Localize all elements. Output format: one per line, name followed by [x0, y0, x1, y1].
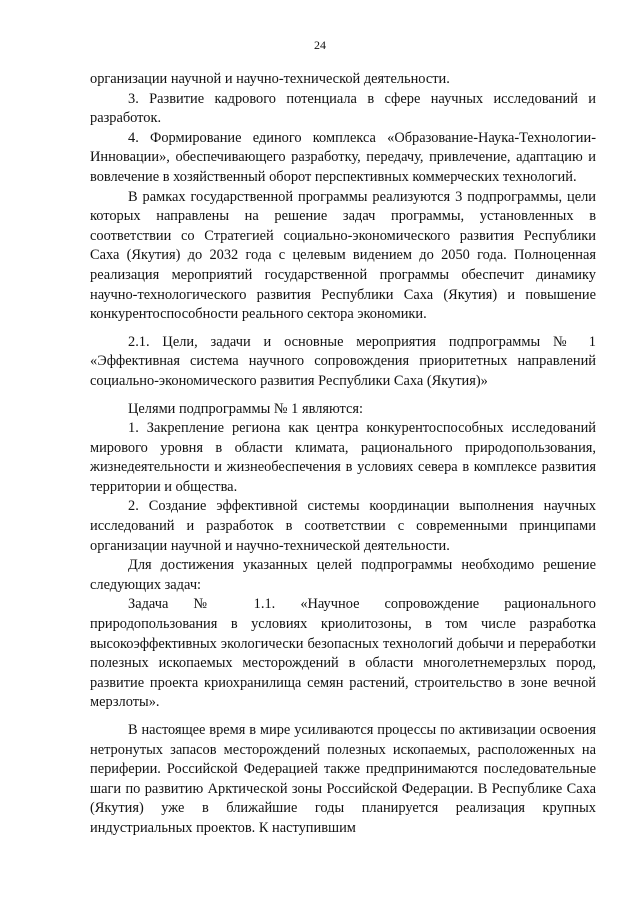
page-number: 24 — [314, 38, 326, 52]
section-heading-2-1: 2.1. Цели, задачи и основные мероприятия подпрограммы № 1 «Эффективная система научного сопровождения приоритетных направлений социально-экономического развития Республики Саха (Якутия)» — [90, 333, 596, 389]
paragraph-goal-4: 4. Формирование единого комплекса «Образование-Наука-Технологии-Инновации», обеспечивающего разработку, передачу, привлечение, адаптацию и вовлечение в хозяйственный оборот перспективных коммерческих технологий. — [90, 129, 596, 185]
paragraph-subgoal-1: 1. Закрепление региона как центра конкурентоспособных исследований мирового уровня в области климата, рационального природопользования, жизнедеятельности и жизнеобеспечения в условиях севера в комплексе развития территории и общества. — [90, 420, 596, 495]
paragraph-tasks-intro: Для достижения указанных целей подпрограммы необходимо решение следующих задач: — [90, 557, 596, 593]
paragraph-subprograms-overview: В рамках государственной программы реализуются 3 подпрограммы, цели которых направлены на решение задач программы, установленных в соответствии со Стратегией социально-экономического развития Республики Саха (Якутия) до 2032 года с целевым видением до 2050 года. Полноценная реализация мероприятий государственной программы обеспечит динамику научно-технологического развития Республики Саха (Якутия) и повышение конкурентоспособности реального сектора экономики. — [90, 188, 596, 323]
paragraph-goals-intro: Целями подпрограммы № 1 являются: — [128, 400, 364, 417]
paragraph-current-situation: В настоящее время в мире усиливаются процессы по активизации освоения нетронутых запасов месторождений полезных ископаемых, расположенных на периферии. Российской Федерацией также предпринимаются последовательные шаги по развитию Арктической зоны Российской Федерации. В Республике Саха (Якутия) уже в ближайшие годы планируется реализация крупных индустриальных проектов. К наступившим — [90, 722, 596, 836]
paragraph-task-1-1: Задача № 1.1. «Научное сопровождение рационального природопользования в условиях криолитозоны, в том числе разработка высокоэффективных экологически безопасных технологий добычи и переработки полезных ископаемых месторождений в области многолетнемерзлых пород, развитие проекта криохранилища семян растений, строительство в зоне вечной мерзлоты». — [90, 596, 596, 711]
document-body — [90, 70, 596, 839]
paragraph-goal-3: 3. Развитие кадрового потенциала в сфере научных исследований и разработок. — [90, 90, 596, 127]
paragraph-subgoal-2: 2. Создание эффективной системы координации выполнения научных исследований и разработок в соответствии с современными принципами организации научной и научно-технической деятельности. — [90, 498, 596, 554]
paragraph-continuation: организации научной и научно-технической деятельности. — [90, 71, 450, 87]
